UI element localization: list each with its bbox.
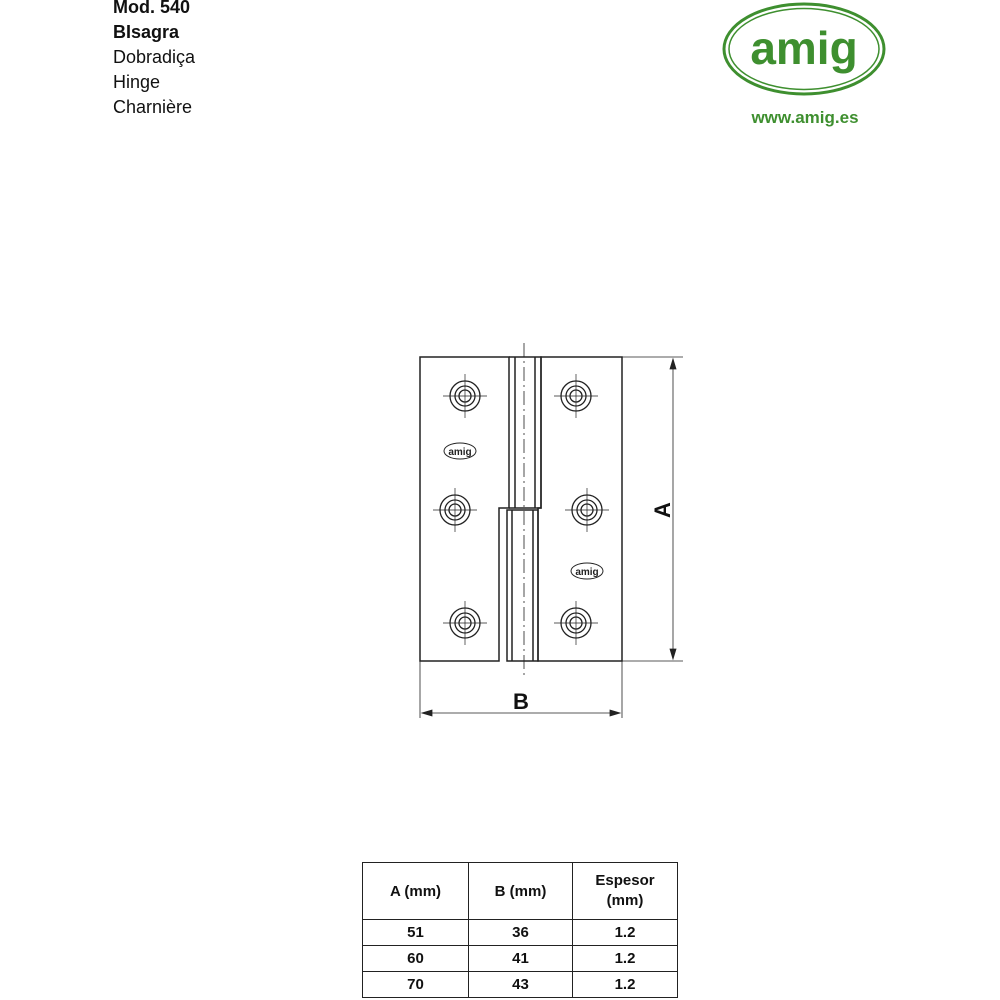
stamp-text: amig — [575, 567, 599, 578]
screw-hole-icon — [554, 374, 598, 418]
screw-hole-icon — [443, 601, 487, 645]
hinge-drawing — [400, 340, 700, 730]
cell-a: 70 — [363, 972, 469, 998]
column-header-thickness: Espesor (mm) — [573, 863, 678, 920]
amig-logo — [722, 2, 886, 96]
cell-thickness: 1.2 — [573, 946, 678, 972]
column-header-a: A (mm) — [363, 863, 469, 920]
stamp-text: amig — [448, 447, 472, 458]
cell-thickness: 1.2 — [573, 972, 678, 998]
right-leaf — [538, 357, 622, 661]
table-row — [363, 972, 678, 998]
screw-hole-icon — [443, 374, 487, 418]
product-name-fr: Charnière — [113, 97, 193, 117]
table-row — [363, 920, 678, 946]
cell-b: 43 — [469, 972, 573, 998]
table-row — [363, 946, 678, 972]
table-header-row — [363, 863, 678, 920]
dimension-b-label: B — [513, 689, 529, 714]
cell-a: 51 — [363, 920, 469, 946]
product-title-block — [113, 0, 195, 120]
knuckle-upper — [509, 357, 541, 508]
cell-b: 36 — [469, 920, 573, 946]
cell-thickness: 1.2 — [573, 920, 678, 946]
product-name-pt: Dobradiça — [113, 47, 196, 67]
screw-hole-icon — [565, 488, 609, 532]
model-number: Mod. 540 — [113, 0, 191, 17]
dimension-a-label: A — [650, 502, 675, 518]
amig-stamp-icon — [444, 443, 476, 459]
website-link[interactable]: www.amig.es — [751, 108, 859, 127]
logo-text: amig — [750, 22, 858, 74]
product-name-en: Hinge — [113, 72, 161, 92]
cell-b: 41 — [469, 946, 573, 972]
screw-hole-icon — [433, 488, 477, 532]
column-header-b: B (mm) — [469, 863, 573, 920]
dimensions-table — [362, 862, 678, 998]
product-name-es: BIsagra — [113, 22, 180, 42]
amig-stamp-icon — [571, 563, 603, 579]
screw-hole-icon — [554, 601, 598, 645]
cell-a: 60 — [363, 946, 469, 972]
